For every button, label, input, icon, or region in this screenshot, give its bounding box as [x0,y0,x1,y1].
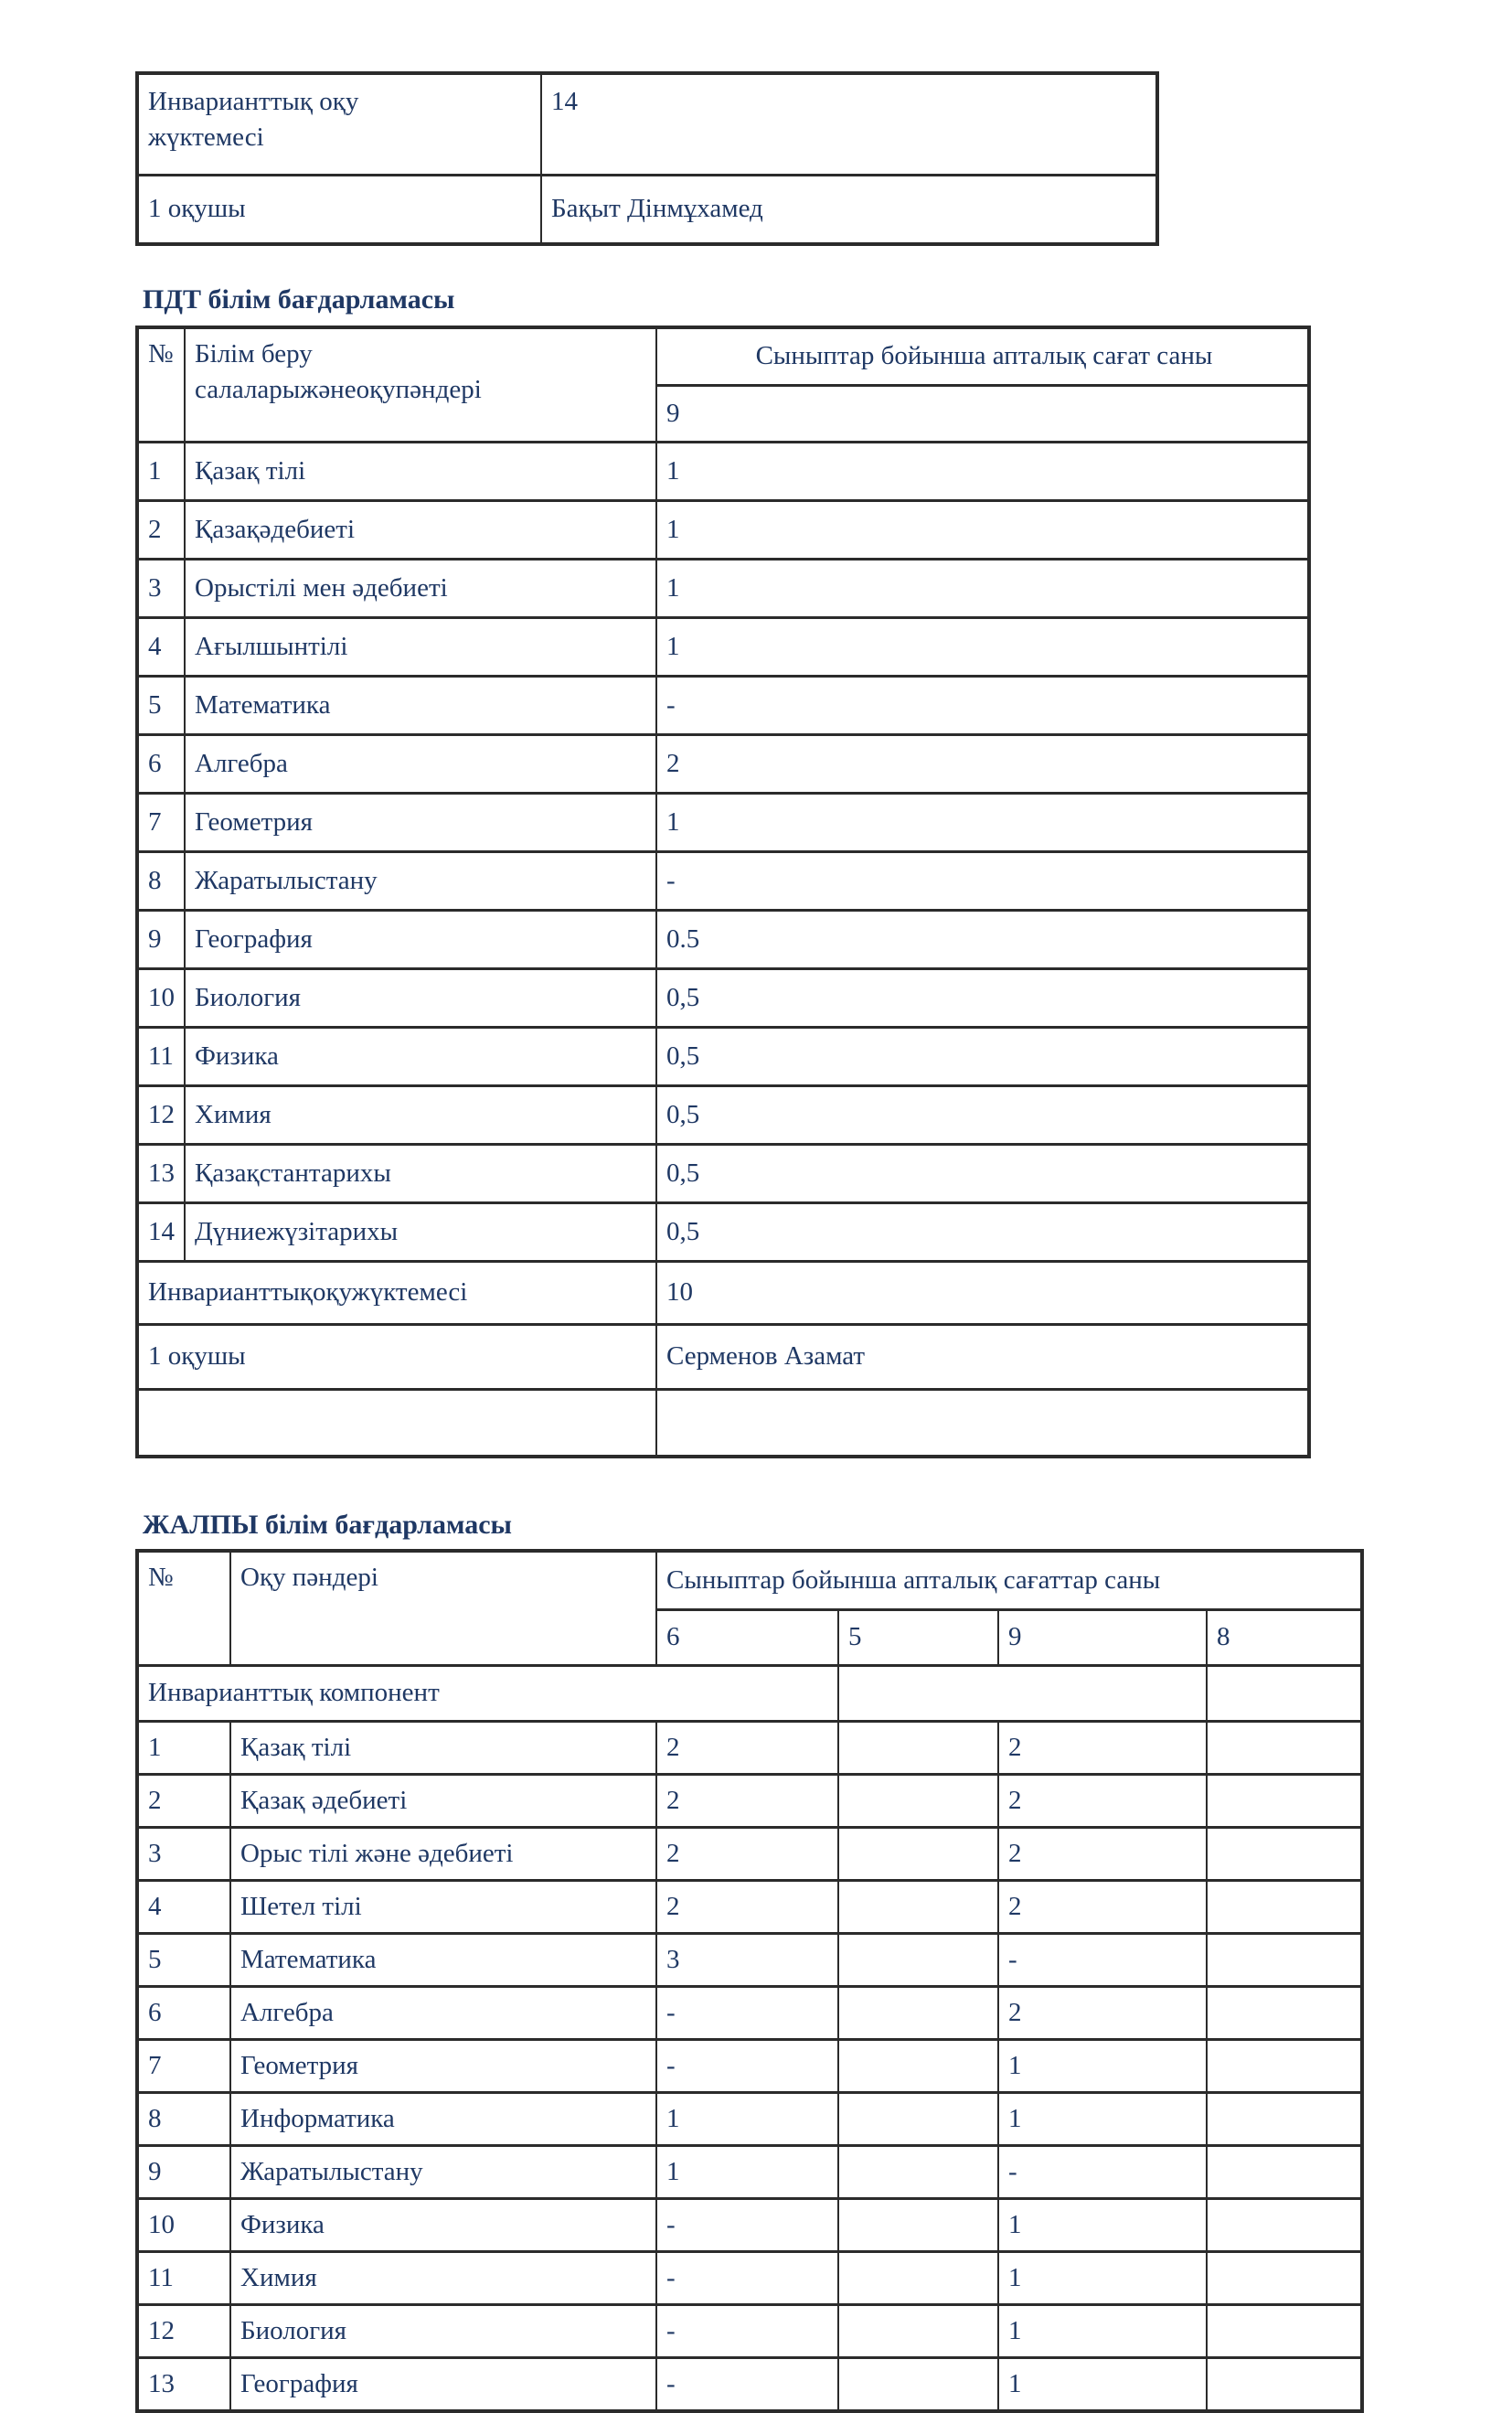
table-row [137,735,1309,794]
component-row [137,1666,1362,1722]
empty-cell [838,1666,1207,1722]
table-row [137,2146,1362,2199]
row-number-cell: 5 [137,1934,230,1987]
hours-cell [1207,1934,1362,1987]
component-label-cell: Инварианттық компонент [137,1666,838,1722]
summary-label: Инварианттық оқу жүктемесі [148,87,359,153]
table-row [137,560,1309,618]
table-row [137,677,1309,735]
hours-cell: - [656,2199,838,2252]
hours-cell: 1 [656,2093,838,2146]
subject-cell: Қазақ тілі [185,443,656,501]
summary-value-cell: Бақыт Дінмұхамед [541,176,1157,245]
table-row [137,176,1157,245]
zhalpy-header-row [137,1551,1362,1610]
subject-cell: Математика [230,1934,656,1987]
hours-cell: 1 [998,2040,1207,2093]
hours-cell: 1 [656,618,1309,677]
pdt-total-value-cell: 10 [656,1262,1309,1325]
row-number-cell: 4 [137,618,185,677]
row-number-cell: 9 [137,2146,230,2199]
hours-cell: 2 [998,1828,1207,1881]
hours-cell: 2 [998,1881,1207,1934]
table-row [137,1203,1309,1262]
pdt-total-row [137,1262,1309,1325]
hours-cell [838,2358,998,2412]
table-row [137,794,1309,852]
hours-cell [1207,1828,1362,1881]
hours-cell [1207,2093,1362,2146]
hours-cell [1207,2199,1362,2252]
row-number-cell: 5 [137,677,185,735]
hours-cell [1207,2358,1362,2412]
table-row [137,911,1309,969]
hours-cell [1207,1881,1362,1934]
hours-cell: 0.5 [656,911,1309,969]
hours-cell [838,1722,998,1775]
hours-cell: 2 [656,1828,838,1881]
hours-cell: 2 [656,1722,838,1775]
subject-cell: Қазақ әдебиеті [230,1775,656,1828]
pdt-col-hours-header: Сыныптар бойынша апталық сағат саны [656,327,1309,386]
zhalpy-col-name-header: Оқу пәндері [230,1551,656,1666]
row-number-cell: 6 [137,1987,230,2040]
table-row [137,73,1157,176]
row-number-cell: 2 [137,501,185,560]
grade-cell: 5 [838,1610,998,1666]
hours-cell [838,1828,998,1881]
subject-cell: Физика [185,1028,656,1086]
table-row [137,2093,1362,2146]
hours-cell: 1 [998,2252,1207,2305]
subject-cell: Дүниежүзітарихы [185,1203,656,1262]
hours-cell: 1 [656,501,1309,560]
empty-cell [656,1390,1309,1457]
hours-cell: 0,5 [656,1145,1309,1203]
hours-cell [1207,1987,1362,2040]
hours-cell: 1 [998,2358,1207,2412]
pdt-table [135,326,1311,1458]
hours-cell: 1 [998,2305,1207,2358]
row-number-cell: 8 [137,2093,230,2146]
row-number-cell: 2 [137,1775,230,1828]
hours-cell: 1 [656,2146,838,2199]
pdt-col-name-header [185,327,656,443]
subject-cell: Информатика [230,2093,656,2146]
hours-cell [838,2199,998,2252]
zhalpy-col-hours-header: Сыныптар бойынша апталық сағаттар саны [656,1551,1362,1610]
table-row [137,1987,1362,2040]
zhalpy-table [135,1549,1364,2413]
table-row [137,2305,1362,2358]
row-number-cell: 1 [137,443,185,501]
pdt-heading: ПДТ білім бағдарламасы [143,284,455,315]
row-number-cell: 6 [137,735,185,794]
row-number-cell: 10 [137,2199,230,2252]
subject-cell: Қазақстантарихы [185,1145,656,1203]
subject-cell: Физика [230,2199,656,2252]
hours-cell [838,1987,998,2040]
hours-cell: 1 [998,2093,1207,2146]
row-number-cell: 4 [137,1881,230,1934]
subject-cell: Қазақ тілі [230,1722,656,1775]
hours-cell: - [656,852,1309,911]
hours-cell: - [998,1934,1207,1987]
subject-cell: Геометрия [230,2040,656,2093]
zhalpy-heading: ЖАЛПЫ білім бағдарламасы [143,1510,512,1540]
hours-cell: 0,5 [656,1203,1309,1262]
empty-cell [1207,1666,1362,1722]
pdt-header-row [137,327,1309,386]
subject-cell: География [185,911,656,969]
pdt-student-name-cell: Серменов Азамат [656,1325,1309,1390]
summary-label-cell [137,73,541,176]
grade-cell: 9 [998,1610,1207,1666]
hours-cell [838,2252,998,2305]
hours-cell [838,1881,998,1934]
row-number-cell: 14 [137,1203,185,1262]
row-number-cell: 11 [137,1028,185,1086]
table-row [137,618,1309,677]
hours-cell [1207,2040,1362,2093]
document-page [135,0,1364,2413]
hours-cell: 1 [656,560,1309,618]
hours-cell: 3 [656,1934,838,1987]
hours-cell [1207,2146,1362,2199]
row-number-cell: 10 [137,969,185,1028]
empty-cell [137,1390,656,1457]
table-row [137,852,1309,911]
row-number-cell: 3 [137,1828,230,1881]
hours-cell [1207,2305,1362,2358]
hours-cell: - [998,2146,1207,2199]
subject-cell: Орыстілі мен әдебиеті [185,560,656,618]
subject-cell: Биология [185,969,656,1028]
row-number-cell: 12 [137,2305,230,2358]
grade-cell: 8 [1207,1610,1362,1666]
row-number-cell: 8 [137,852,185,911]
subject-cell: Шетел тілі [230,1881,656,1934]
row-number-cell: 7 [137,794,185,852]
hours-cell: - [656,2358,838,2412]
summary-table [135,71,1159,246]
hours-cell: 1 [656,794,1309,852]
subject-cell: Жаратылыстану [230,2146,656,2199]
subject-cell: Химия [230,2252,656,2305]
hours-cell: 0,5 [656,1028,1309,1086]
row-number-cell: 9 [137,911,185,969]
row-number-cell: 1 [137,1722,230,1775]
table-row [137,501,1309,560]
hours-cell [838,2040,998,2093]
hours-cell [838,1934,998,1987]
hours-cell: 2 [998,1775,1207,1828]
summary-value-cell: 14 [541,73,1157,176]
subject-cell: Қазақәдебиеті [185,501,656,560]
hours-cell [1207,2252,1362,2305]
hours-cell [838,1775,998,1828]
pdt-grade-cell: 9 [656,386,1309,443]
hours-cell: - [656,2252,838,2305]
hours-cell [1207,1722,1362,1775]
row-number-cell: 13 [137,1145,185,1203]
pdt-col-no-header: № [137,327,185,443]
hours-cell: - [656,1987,838,2040]
subject-cell: Алгебра [230,1987,656,2040]
hours-cell: - [656,677,1309,735]
pdt-student-label-cell: 1 оқушы [137,1325,656,1390]
grade-cell: 6 [656,1610,838,1666]
hours-cell: 2 [656,1775,838,1828]
hours-cell: 0,5 [656,969,1309,1028]
row-number-cell: 12 [137,1086,185,1145]
subject-cell: Ағылшынтілі [185,618,656,677]
row-number-cell: 13 [137,2358,230,2412]
zhalpy-col-no-header: № [137,1551,230,1666]
subject-cell: Биология [230,2305,656,2358]
row-number-cell: 7 [137,2040,230,2093]
hours-cell [838,2093,998,2146]
pdt-empty-row [137,1390,1309,1457]
hours-cell: - [656,2305,838,2358]
pdt-col-name-label: Білім беру салаларыжәнеоқупәндері [195,339,482,405]
table-row [137,1028,1309,1086]
subject-cell: Жаратылыстану [185,852,656,911]
hours-cell: 1 [998,2199,1207,2252]
pdt-total-label-cell: Инварианттықоқужүктемесі [137,1262,656,1325]
table-row [137,1828,1362,1881]
subject-cell: География [230,2358,656,2412]
table-row [137,443,1309,501]
table-row [137,1722,1362,1775]
hours-cell [838,2146,998,2199]
table-row [137,2199,1362,2252]
subject-cell: Химия [185,1086,656,1145]
subject-cell: Математика [185,677,656,735]
summary-label-cell: 1 оқушы [137,176,541,245]
hours-cell: - [656,2040,838,2093]
table-row [137,1145,1309,1203]
hours-cell: 0,5 [656,1086,1309,1145]
hours-cell [1207,1775,1362,1828]
table-row [137,2040,1362,2093]
subject-cell: Орыс тілі және әдебиеті [230,1828,656,1881]
subject-cell: Геометрия [185,794,656,852]
hours-cell: 2 [998,1987,1207,2040]
table-row [137,969,1309,1028]
row-number-cell: 11 [137,2252,230,2305]
table-row [137,1086,1309,1145]
table-row [137,1934,1362,1987]
hours-cell: 1 [656,443,1309,501]
table-row [137,2252,1362,2305]
pdt-student-row [137,1325,1309,1390]
subject-cell: Алгебра [185,735,656,794]
hours-cell: 2 [656,735,1309,794]
row-number-cell: 3 [137,560,185,618]
hours-cell: 2 [656,1881,838,1934]
table-row [137,2358,1362,2412]
hours-cell: 2 [998,1722,1207,1775]
hours-cell [838,2305,998,2358]
table-row [137,1775,1362,1828]
table-row [137,1881,1362,1934]
